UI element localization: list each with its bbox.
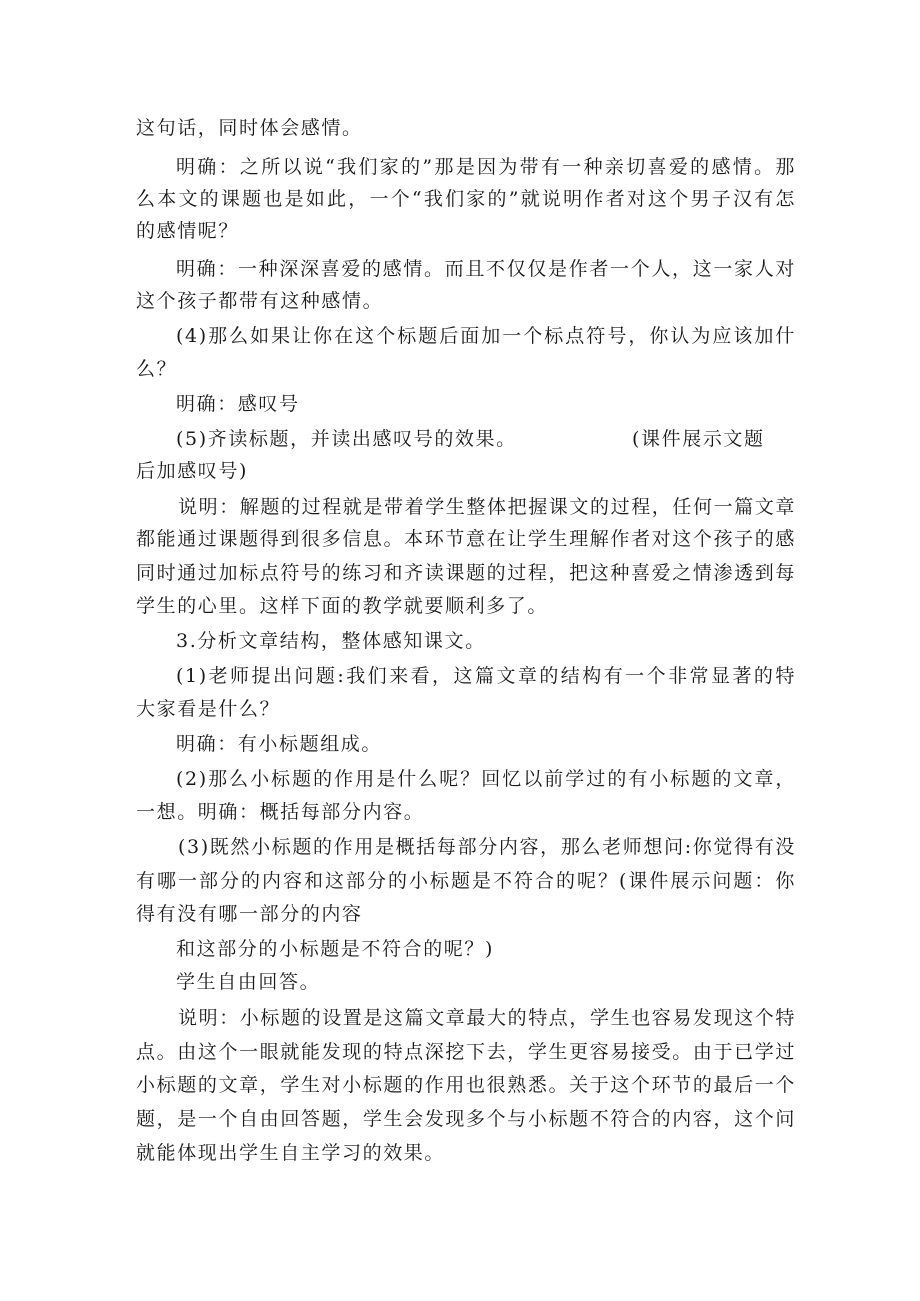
text-line: (5)齐读标题，并读出感叹号的效果。 [176, 428, 517, 450]
text-line: (课件展示文题 [632, 428, 765, 450]
text-line: 学生的心里。这样下面的教学就要顺利多了。 [136, 595, 549, 617]
text-line: 说明：小标题的设置是这篇文章最大的特点，学生也容易发现这个特 [178, 1007, 796, 1029]
text-line: 明确：有小标题组成。 [176, 733, 383, 755]
text-line: 后加感叹号) [136, 460, 249, 482]
text-line: 明确：之所以说“我们家的”那是因为带有一种亲切喜爱的感情。那 [176, 156, 796, 178]
text-line: 就能体现出学生自主学习的效果。 [136, 1142, 446, 1164]
text-line: 3.分析文章结构，整体感知课文。 [176, 630, 486, 652]
text-line: 这句话，同时体会感情。 [136, 117, 363, 139]
text-line: 大家看是什么？ [136, 698, 281, 720]
text-line: (4)那么如果让你在这个标题后面加一个标点符号，你认为应该加什 [176, 325, 796, 347]
text-line: 明确：感叹号 [176, 393, 300, 415]
text-line: 有哪一部分的内容和这部分的小标题是不符合的呢？(课件展示问题：你 [136, 870, 796, 892]
text-line: 么？ [136, 358, 178, 380]
text-line: 和这部分的小标题是不符合的呢？) [176, 938, 495, 960]
text-line: (3)既然小标题的作用是概括每部分内容，那么老师想问:你觉得有没 [178, 836, 796, 858]
text-line: 学生自由回答。 [176, 971, 321, 993]
text-line: 点。由这个一眼就能发现的特点深挖下去，学生更容易接受。由于已学过 [136, 1041, 796, 1063]
text-line: 题，是一个自由回答题，学生会发现多个与小标题不符合的内容，这个问 [136, 1108, 796, 1130]
text-line: 同时通过加标点符号的练习和齐读课题的过程，把这种喜爱之情渗透到每 [136, 562, 796, 584]
text-line: 小标题的文章，学生对小标题的作用也很熟悉。关于这个环节的最后一个 [136, 1074, 796, 1096]
text-line: 明确：一种深深喜爱的感情。而且不仅仅是作者一个人，这一家人对 [176, 258, 796, 280]
text-line: 都能通过课题得到很多信息。本环节意在让学生理解作者对这个孩子的感 [136, 528, 796, 550]
text-line: 一想。明确：概括每部分内容。 [136, 801, 425, 823]
text-line: 说明：解题的过程就是带着学生整体把握课文的过程，任何一篇文章 [178, 496, 796, 518]
text-line: (2)那么小标题的作用是什么呢？回忆以前学过的有小标题的文章， [176, 768, 796, 790]
text-line: 得有没有哪一部分的内容 [136, 903, 363, 925]
text-line: 么本文的课题也是如此，一个“我们家的”就说明作者对这个男子汉有怎 [136, 188, 796, 210]
text-line: 的感情呢？ [136, 220, 240, 242]
text-line: 这个孩子都带有这种感情。 [136, 290, 384, 312]
text-line: (1)老师提出问题:我们来看，这篇文章的结构有一个非常显著的特 [176, 665, 796, 687]
